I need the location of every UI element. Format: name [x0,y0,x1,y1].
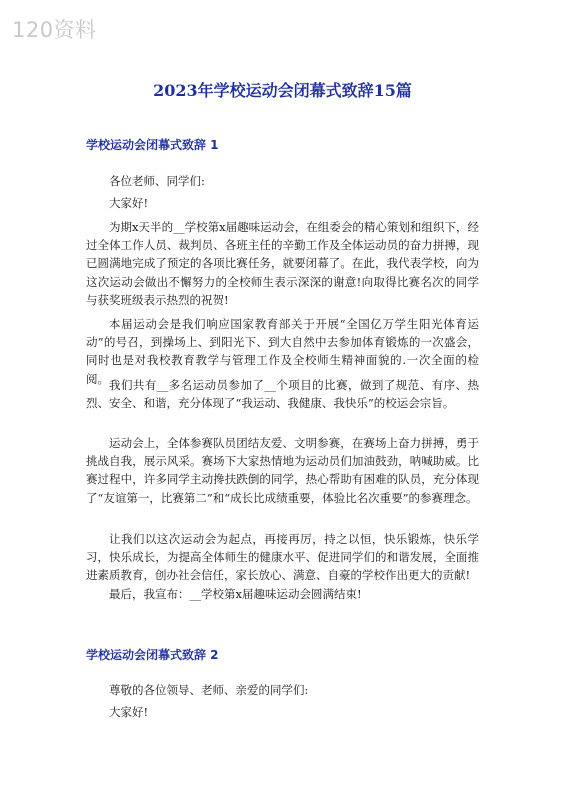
section-heading-2: 学校运动会闭幕式致辞 2 [86,648,219,662]
greeting-2: 尊敬的各位领导、老师、亲爱的同学们: [109,683,309,697]
page-title: 2023年学校运动会闭幕式致辞15篇 [153,81,412,100]
section-heading-1: 学校运动会闭幕式致辞 1 [86,138,219,152]
hello-2: 大家好! [109,705,149,719]
paragraph: 最后，我宣布：__学校第x届趣味运动会圆满结束! [109,587,362,601]
watermark: 120资料 [12,18,97,42]
hello-1: 大家好! [109,196,149,210]
paragraph: 我们共有__多名运动员参加了__个项目的比赛，做到了规范、有序、热烈、安全、和谐，充分体现了“我运动、我健康、我快乐”的校运会宗旨。 [86,378,479,411]
paragraph: 让我们以这次运动会为起点，再接再厉，持之以恒，快乐锻炼，快乐学习，快乐成长，为提高全体师生的健康水平、促进同学们的和谐发展，全面推进素质教育，创办社会信任，家长放心、满意、自豪的学校作出更大的贡献! [86,532,479,583]
greeting-1: 各位老师、同学们: [109,174,205,188]
paragraph: 本届运动会是我们响应国家教育部关于开展“全国亿万学生阳光体育运动”的号召，到操场上、到阳光下、到大自然中去参加体育锻炼的一次盛会，同时也是对我校教育教学与管理工作及全校师生精神面貌的.一次全面的检阅。 [86,317,479,386]
paragraph: 为期x天半的__学校第x届趣味运动会，在组委会的精心策划和组织下，经过全体工作人员、裁判员、各班主任的辛勤工作及全体运动员的奋力拼搏，现已圆满地完成了预定的各项比赛任务，就要闭幕了。在此，我代表学校，向为这次运动会做出不懈努力的全校师生表示深深的谢意!向取得比赛名次的同学与获奖班级表示热烈的祝贺! [86,220,479,307]
paragraph: 运动会上，全体参赛队员团结友爱、文明参赛，在赛场上奋力拼搏，勇于挑战自我，展示风采。赛场下大家热情地为运动员们加油鼓劲，呐喊助威。比赛过程中，许多同学主动搀扶跌倒的同学，热心帮助有困难的队员，充分体现了“友谊第一，比赛第二”和“成长比成绩重要，体验比名次重要”的参赛理念。 [86,436,479,505]
